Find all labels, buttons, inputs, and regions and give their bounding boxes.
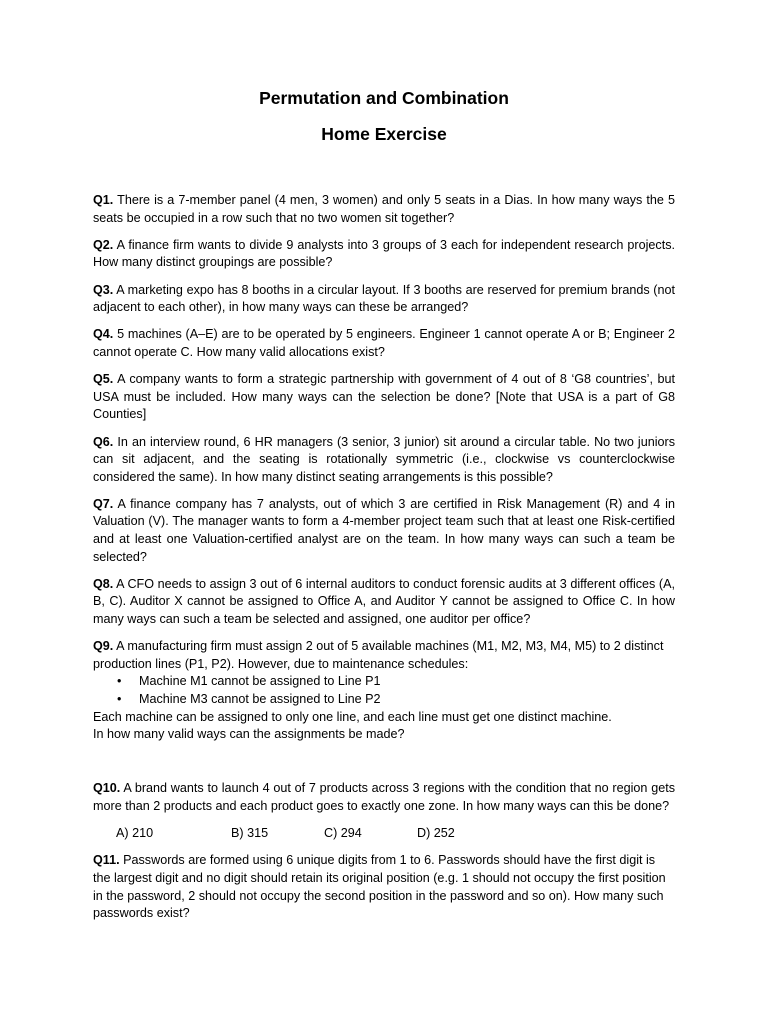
page-subtitle: Home Exercise xyxy=(321,124,447,144)
page-title: Permutation and Combination xyxy=(259,88,509,108)
question-10 xyxy=(93,780,675,815)
question-text: A CFO needs to assign 3 out of 6 internal auditors to conduct forensic audits at 3 different offices (A, B, C). Auditor X cannot be assigned to Office A, and Auditor Y cannot be assigned to Office C. In how many ways can such a team be selected and assigned, one auditor per office? xyxy=(93,576,675,627)
question-label: Q3. xyxy=(93,282,114,297)
question-label: Q2. xyxy=(93,237,114,252)
question-9-ask: In how many valid ways can the assignments be made? xyxy=(93,727,405,742)
list-item-text: Machine M3 cannot be assigned to Line P2 xyxy=(139,692,381,706)
question-label: Q8. xyxy=(93,576,114,591)
bullet-icon: • xyxy=(117,692,122,706)
question-9-rule: Each machine can be assigned to only one line, and each line must get one distinct machine. xyxy=(93,709,612,724)
question-1 xyxy=(93,192,675,227)
question-text: There is a 7-member panel (4 men, 3 women) and only 5 seats in a Dias. In how many ways the 5 seats be occupied in a row such that no two women sit together? xyxy=(93,193,675,225)
question-text: In an interview round, 6 HR managers (3 senior, 3 junior) sit around a circular table. No two juniors can sit adjacent, and the seating is rotationally symmetric (i.e., clockwise vs counterclockwise considered the same). In how many distinct seating arrangements is this possible? xyxy=(93,434,675,484)
question-label: Q11. xyxy=(93,853,120,868)
question-8 xyxy=(93,576,675,629)
option-d: D) 252 xyxy=(417,826,455,841)
constraint-list xyxy=(93,673,675,708)
question-text: A manufacturing firm must assign 2 out of 5 available machines (M1, M2, M3, M4, M5) to 2 distinct production lines (P1, P2). However, due to maintenance schedules: xyxy=(93,639,664,671)
question-5 xyxy=(93,371,675,424)
question-list xyxy=(93,192,675,932)
question-label: Q9. xyxy=(93,639,114,654)
question-9 xyxy=(93,638,675,744)
question-3 xyxy=(93,282,675,317)
question-7 xyxy=(93,496,675,566)
question-label: Q4. xyxy=(93,327,114,342)
question-11 xyxy=(93,852,675,922)
question-label: Q10. xyxy=(93,781,121,796)
question-label: Q5. xyxy=(93,372,114,387)
spacer xyxy=(93,753,675,780)
question-text: A finance firm wants to divide 9 analysts into 3 groups of 3 each for independent research projects. How many distinct groupings are possible? xyxy=(93,237,675,270)
option-c: C) 294 xyxy=(324,826,362,841)
bullet-icon: • xyxy=(117,674,122,689)
question-text: A finance company has 7 analysts, out of which 3 are certified in Risk Management (R) and 4 in Valuation (V). The manager wants to form a 4-member project team such that at least one Risk-certified and at least one Valuation-certified analyst are on the team. In how many ways can such a team be selected? xyxy=(93,496,675,564)
question-label: Q6. xyxy=(93,434,114,449)
option-b: B) 315 xyxy=(231,826,269,841)
list-item xyxy=(93,691,675,709)
question-text: A marketing expo has 8 booths in a circular layout. If 3 booths are reserved for premium brands (not adjacent to each other), in how many ways can these be arranged? xyxy=(93,282,675,315)
question-text: 5 machines (A–E) are to be operated by 5 engineers. Engineer 1 cannot operate A or B; Engineer 2 cannot operate C. How many valid allocations exist? xyxy=(93,327,675,359)
question-label: Q1. xyxy=(93,193,114,207)
question-6 xyxy=(93,434,675,487)
question-text: Passwords are formed using 6 unique digits from 1 to 6. Passwords should have the first digit is the largest digit and no digit should retain its original position (e.g. 1 should not occupy the first position in the password, 2 should not occupy the second position in the password and so on). How many such passwords exist? xyxy=(93,853,666,921)
option-a: A) 210 xyxy=(116,826,154,841)
question-2 xyxy=(93,237,675,272)
list-item-text: Machine M1 cannot be assigned to Line P1 xyxy=(139,674,381,689)
question-4 xyxy=(93,326,675,361)
question-text: A brand wants to launch 4 out of 7 products across 3 regions with the condition that no region gets more than 2 products and each product goes to exactly one zone. In how many ways can this be done? xyxy=(93,781,675,813)
question-label: Q7. xyxy=(93,496,114,511)
answer-options xyxy=(116,825,675,843)
list-item xyxy=(93,673,675,691)
question-text: A company wants to form a strategic partnership with government of 4 out of 8 ‘G8 countries’, but USA must be included. How many ways can the selection be done? [Note that USA is a part of G8 Counties] xyxy=(93,372,675,422)
